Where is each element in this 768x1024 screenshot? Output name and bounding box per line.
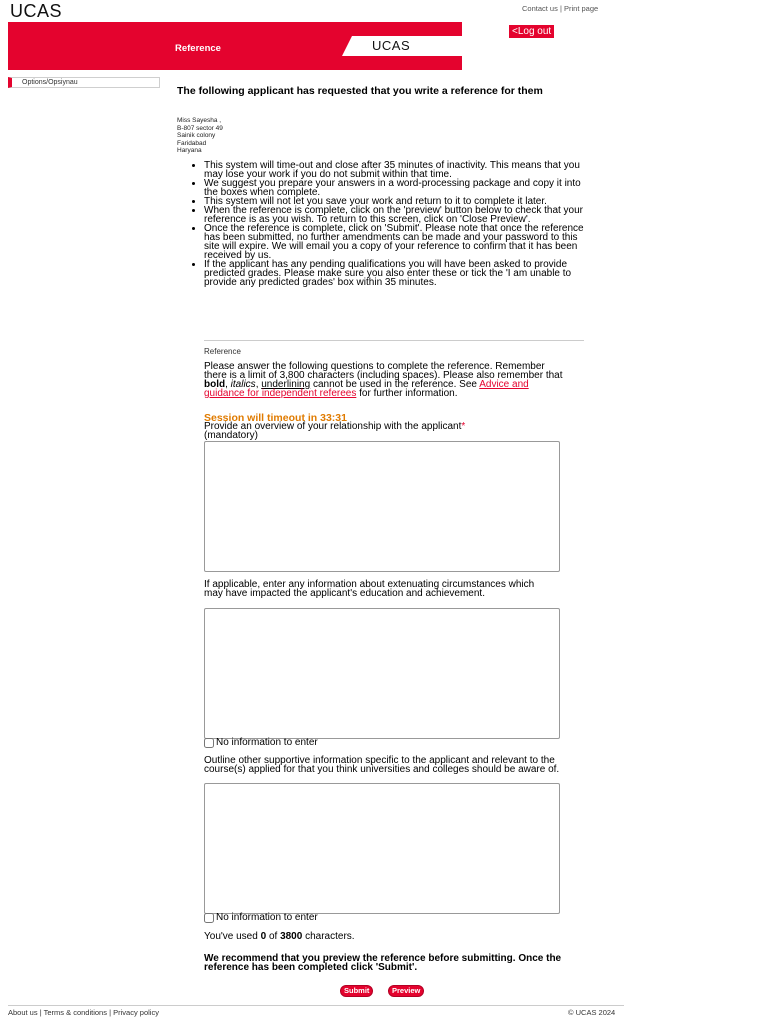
address-line: Sainik colony — [177, 132, 216, 139]
q1-label — [204, 422, 514, 440]
instruction-item: • We suggest you prepare your answers in a word-processing package and copy it into the boxes when complete. — [204, 179, 586, 197]
intro-text-2: cannot be used in the reference. See — [312, 379, 477, 390]
contact-us-link[interactable]: Contact us — [522, 4, 558, 13]
intro-text-3: for further information. — [359, 388, 458, 399]
address-line: Haryana — [177, 147, 202, 154]
instructions-list — [188, 161, 586, 287]
copyright: © UCAS 2024 — [568, 1008, 616, 1017]
q3-no-info-label: No information to enter — [216, 912, 318, 923]
intro-text-1: Please answer the following questions to complete the reference. Remember there is a limit of 3,800 characters (including spaces). Please also remember that — [204, 361, 563, 381]
submit-button[interactable]: Submit — [340, 985, 373, 997]
q1-label-text: Provide an overview of your relationship with the applicant — [204, 421, 462, 432]
preview-recommendation: We recommend that you preview the reference before submitting. Once the reference has been completed click 'Submit'. — [204, 953, 562, 973]
top-links — [522, 4, 598, 13]
preview-button[interactable]: Preview — [388, 985, 424, 997]
banner-title: Reference — [175, 43, 221, 54]
sidebar-options-label: Options/Opsiynau — [22, 79, 78, 86]
privacy-link[interactable]: Privacy policy — [113, 1008, 159, 1017]
char-count-prefix: You've used — [204, 931, 258, 942]
underlining-word: underlining — [261, 379, 311, 390]
bold-word: bold — [204, 379, 226, 390]
address-line: Faridabad — [177, 139, 207, 147]
q3-no-info-checkbox[interactable] — [204, 913, 214, 923]
footer-separator: | — [39, 1008, 42, 1017]
top-links-separator: | — [559, 4, 562, 13]
instruction-item: • When the reference is complete, click on the 'preview' button below to check that your reference is as you wish. To return to this screen, click on 'Close Preview'. — [204, 206, 586, 224]
instruction-item: • Once the reference is complete, click on 'Submit'. Please note that once the reference has been submitted, no further amendments can be made and your password to this site will expire. We will email you a copy of your reference to confirm that it has been received by us. — [204, 224, 586, 260]
banner-ucas-logo: UCAS — [372, 38, 411, 53]
char-count-limit: 3800 — [280, 931, 303, 942]
comma: , — [255, 379, 259, 390]
footer-divider — [8, 1005, 624, 1006]
about-us-link[interactable]: About us — [8, 1008, 38, 1017]
q3-label: Outline other supportive information specific to the applicant and relevant to the course(s) applied for that you think universities and colleges should be aware of. — [204, 755, 560, 775]
q2-no-info-checkbox[interactable] — [204, 738, 214, 748]
page-heading: The following applicant has requested that you write a reference for them — [177, 85, 543, 97]
address-line: B-807 sector 49 — [177, 124, 223, 132]
logout-button[interactable]: <Log out — [508, 24, 555, 39]
supportive-information-textarea[interactable] — [204, 783, 560, 914]
section-divider — [204, 340, 584, 341]
q2-no-info-label: No information to enter — [216, 737, 318, 748]
print-page-link[interactable]: Print page — [564, 4, 599, 13]
italics-word: italics — [230, 379, 256, 390]
terms-link[interactable]: Terms & conditions — [43, 1008, 107, 1017]
section-label: Reference — [204, 347, 241, 356]
page-heading-wrap — [177, 86, 592, 96]
q2-label: If applicable, enter any information about extenuating circumstances which may have impacted the applicant's education and achievement. — [204, 579, 535, 599]
instructions-list-wrap — [188, 161, 586, 287]
sidebar-options[interactable] — [8, 77, 160, 88]
char-count-used: 0 — [260, 931, 267, 942]
comma: , — [225, 379, 228, 390]
char-count-of: of — [268, 931, 278, 942]
footer-separator: | — [109, 1008, 112, 1017]
char-count-suffix: characters. — [305, 931, 355, 942]
q1-mandatory-text: (mandatory) — [204, 430, 258, 441]
q3-no-info-option[interactable] — [204, 912, 318, 923]
footer-links — [8, 1008, 159, 1017]
intro-paragraph — [204, 362, 566, 398]
advice-guidance-link[interactable]: Advice and guidance for independent referees — [204, 379, 529, 399]
instruction-item: • If the applicant has any pending qualifications you will have been asked to provide predicted grades. Please make sure you also enter these or tick the 'I am unable to provide any predicted grades' box within 35 minutes. — [204, 260, 586, 287]
instruction-item: • This system will not let you save your work and return to it to complete it later. — [204, 197, 586, 206]
session-timeout: Session will timeout in 33:31 — [204, 412, 347, 424]
extenuating-circumstances-textarea[interactable] — [204, 608, 560, 739]
mandatory-star: * — [461, 421, 466, 432]
relationship-textarea[interactable] — [204, 441, 560, 572]
character-count — [204, 932, 355, 941]
applicant-address — [177, 117, 223, 155]
ucas-logo[interactable]: UCAS — [10, 1, 63, 21]
address-line: Miss Sayesha , — [177, 117, 222, 124]
instruction-item: • This system will time-out and close after 35 minutes of inactivity. This means that you may lose your work if you do not submit within that time. — [204, 161, 586, 179]
q2-no-info-option[interactable] — [204, 737, 318, 748]
